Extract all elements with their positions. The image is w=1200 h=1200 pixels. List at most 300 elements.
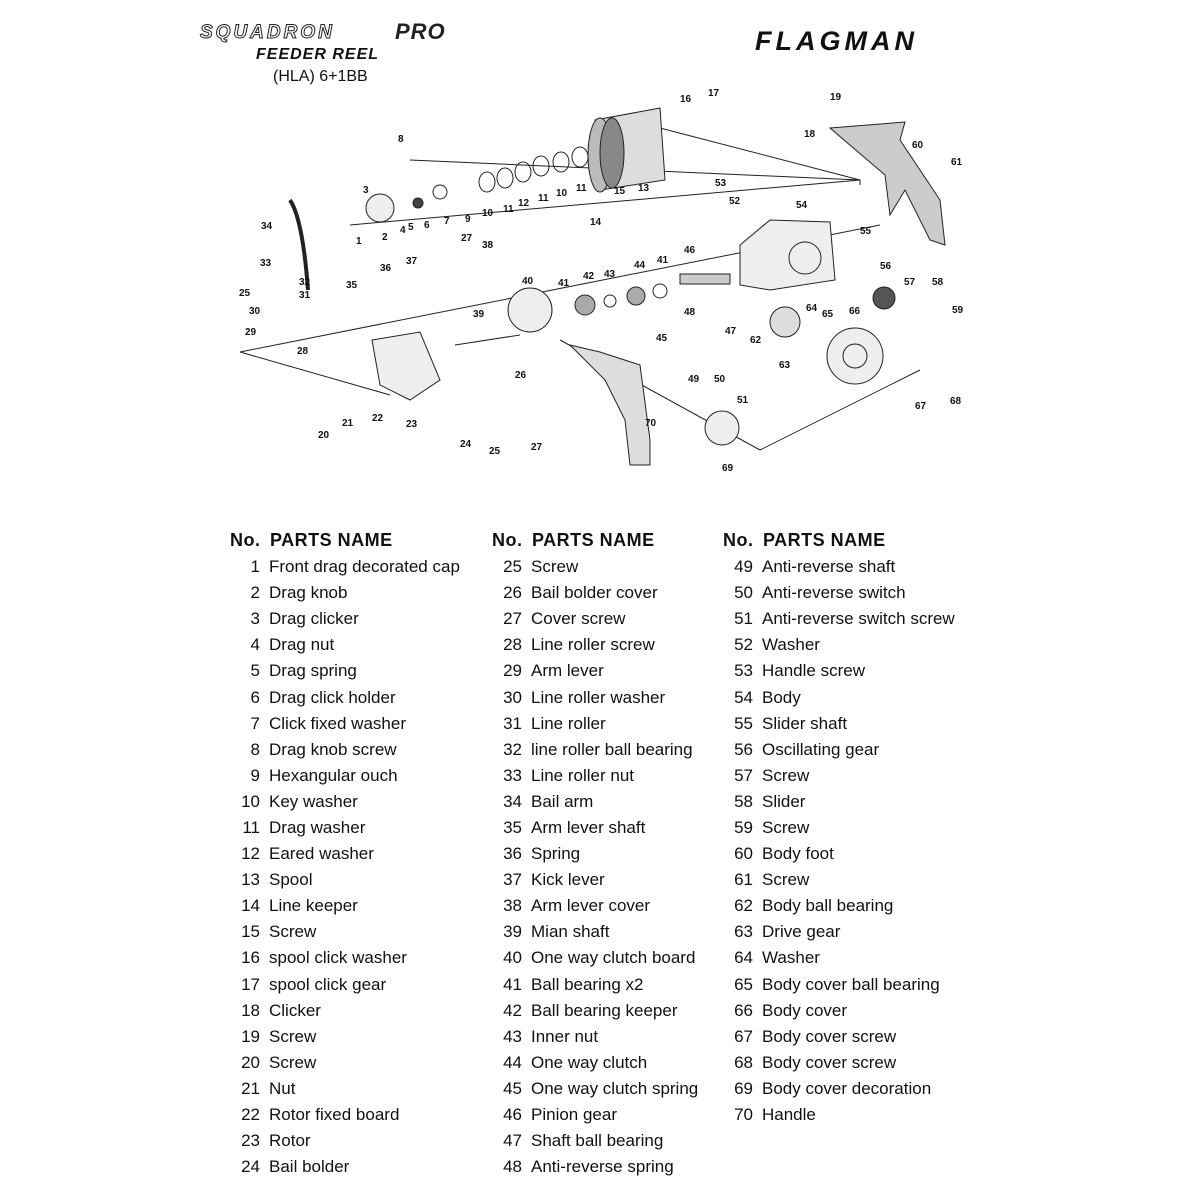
part-name: Body foot bbox=[762, 844, 834, 864]
part-number: 31 bbox=[503, 713, 522, 733]
part-name: Spring bbox=[531, 844, 581, 864]
parts-row bbox=[492, 632, 698, 658]
part-name: One way clutch bbox=[531, 1052, 648, 1072]
part-number: 35 bbox=[503, 817, 522, 837]
part-name: spool click gear bbox=[269, 974, 387, 994]
parts-row bbox=[723, 972, 955, 998]
part-number: 42 bbox=[503, 1000, 522, 1020]
parts-row bbox=[723, 893, 955, 919]
part-name: Arm lever cover bbox=[531, 896, 651, 916]
parts-row bbox=[492, 711, 698, 737]
parts-row bbox=[230, 893, 460, 919]
callout: 2 bbox=[382, 232, 388, 243]
callout: 35 bbox=[346, 280, 358, 291]
part-number: 28 bbox=[503, 635, 522, 655]
parts-row bbox=[230, 1076, 460, 1102]
part-name: Screw bbox=[269, 1026, 317, 1046]
part-name: Drag clicker bbox=[269, 609, 359, 629]
parts-row bbox=[492, 998, 698, 1024]
parts-row bbox=[492, 554, 698, 580]
callout: 20 bbox=[318, 430, 330, 441]
part-number: 69 bbox=[734, 1078, 753, 1098]
part-name: Line roller washer bbox=[531, 687, 666, 707]
part-number: 1 bbox=[250, 557, 260, 577]
parts-row bbox=[492, 658, 698, 684]
part-name: Anti-reverse shaft bbox=[762, 557, 896, 577]
part-name: Slider bbox=[762, 791, 806, 811]
part-name: Bail arm bbox=[531, 791, 594, 811]
part-number: 15 bbox=[241, 922, 260, 942]
part-name: One way clutch board bbox=[531, 948, 696, 968]
header-no: No. bbox=[230, 530, 261, 550]
callout: 41 bbox=[558, 278, 570, 289]
parts-column-3 bbox=[723, 530, 955, 1128]
part-name: Body cover bbox=[762, 1000, 848, 1020]
part-number: 46 bbox=[503, 1105, 522, 1125]
part-number: 29 bbox=[503, 661, 522, 681]
callout: 11 bbox=[503, 204, 514, 215]
part-name: Body cover ball bearing bbox=[762, 974, 940, 994]
callout: 9 bbox=[465, 214, 471, 225]
parts-row bbox=[492, 1154, 698, 1180]
series-suffix-logo: PRO bbox=[395, 19, 446, 44]
parts-header bbox=[723, 530, 955, 554]
part-number: 7 bbox=[250, 713, 260, 733]
part-name: Washer bbox=[762, 948, 820, 968]
part-number: 16 bbox=[241, 948, 260, 968]
parts-row bbox=[492, 893, 698, 919]
part-number: 2 bbox=[250, 583, 260, 603]
part-number: 37 bbox=[503, 870, 522, 890]
callout: 10 bbox=[482, 208, 494, 219]
part-name: Bail bolder cover bbox=[531, 583, 658, 603]
product-type: FEEDER REEL bbox=[256, 46, 380, 63]
parts-row bbox=[723, 1050, 955, 1076]
parts-row bbox=[492, 763, 698, 789]
parts-row bbox=[492, 1102, 698, 1128]
parts-row bbox=[230, 1102, 460, 1128]
parts-row bbox=[723, 763, 955, 789]
callout: 50 bbox=[714, 374, 726, 385]
part-number: 55 bbox=[734, 713, 753, 733]
part-number: 58 bbox=[734, 791, 753, 811]
callout: 37 bbox=[406, 256, 418, 267]
callout: 48 bbox=[684, 307, 696, 318]
part-name: Ball bearing x2 bbox=[531, 974, 644, 994]
part-name: Front drag decorated cap bbox=[269, 557, 460, 577]
part-name: Bail bolder bbox=[269, 1157, 350, 1177]
parts-row bbox=[723, 1024, 955, 1050]
part-number: 51 bbox=[734, 609, 753, 629]
part-name: Handle screw bbox=[762, 661, 865, 681]
part-number: 27 bbox=[503, 609, 522, 629]
header-no: No. bbox=[723, 530, 754, 550]
parts-row bbox=[723, 789, 955, 815]
part-name: Slider shaft bbox=[762, 713, 848, 733]
parts-row bbox=[723, 998, 955, 1024]
parts-row bbox=[492, 737, 698, 763]
part-name: Handle bbox=[762, 1105, 816, 1125]
callout: 23 bbox=[406, 419, 418, 430]
callout: 27 bbox=[461, 233, 473, 244]
part-name: Click fixed washer bbox=[269, 713, 406, 733]
callout: 31 bbox=[299, 290, 311, 301]
callout: 28 bbox=[297, 346, 309, 357]
parts-row bbox=[230, 658, 460, 684]
part-name: Rotor fixed board bbox=[269, 1105, 400, 1125]
part-name: Screw bbox=[762, 817, 810, 837]
callout: 51 bbox=[737, 395, 749, 406]
parts-row bbox=[230, 1154, 460, 1180]
part-number: 60 bbox=[734, 844, 753, 864]
part-name: Screw bbox=[269, 922, 317, 942]
callout: 41 bbox=[657, 255, 669, 266]
parts-column-2 bbox=[492, 530, 698, 1180]
callout: 55 bbox=[860, 226, 872, 237]
parts-row bbox=[492, 841, 698, 867]
part-name: Anti-reverse switch bbox=[762, 583, 906, 603]
part-name: Pinion gear bbox=[531, 1105, 618, 1125]
part-number: 59 bbox=[734, 817, 753, 837]
part-name: Nut bbox=[269, 1078, 296, 1098]
part-number: 44 bbox=[503, 1052, 522, 1072]
part-number: 61 bbox=[734, 870, 753, 890]
parts-row bbox=[723, 658, 955, 684]
part-number: 39 bbox=[503, 922, 522, 942]
part-number: 21 bbox=[241, 1078, 260, 1098]
part-number: 10 bbox=[241, 791, 260, 811]
parts-row bbox=[230, 711, 460, 737]
parts-row bbox=[230, 919, 460, 945]
part-number: 17 bbox=[241, 974, 260, 994]
part-number: 4 bbox=[250, 635, 260, 655]
part-name: Line keeper bbox=[269, 896, 358, 916]
parts-row bbox=[230, 972, 460, 998]
parts-row bbox=[723, 1076, 955, 1102]
model-spec: (HLA) 6+1BB bbox=[273, 68, 368, 85]
part-name: Anti-reverse spring bbox=[531, 1157, 674, 1177]
part-number: 11 bbox=[242, 817, 260, 837]
header-no: No. bbox=[492, 530, 523, 550]
parts-row bbox=[492, 789, 698, 815]
part-number: 12 bbox=[241, 844, 260, 864]
parts-row bbox=[492, 1076, 698, 1102]
part-number: 26 bbox=[503, 583, 522, 603]
callout: 44 bbox=[634, 260, 646, 271]
callout: 65 bbox=[822, 309, 834, 320]
parts-row bbox=[230, 998, 460, 1024]
part-number: 30 bbox=[503, 687, 522, 707]
callout: 67 bbox=[915, 401, 927, 412]
parts-row bbox=[492, 580, 698, 606]
callout: 7 bbox=[444, 216, 450, 227]
header-name: PARTS NAME bbox=[270, 530, 393, 550]
parts-row bbox=[230, 945, 460, 971]
part-name: Oscillating gear bbox=[762, 739, 880, 759]
callout: 49 bbox=[688, 374, 700, 385]
callout: 5 bbox=[408, 222, 414, 233]
part-number: 52 bbox=[734, 635, 753, 655]
parts-row bbox=[492, 815, 698, 841]
callout: 47 bbox=[725, 326, 737, 337]
part-name: Arm lever bbox=[531, 661, 604, 681]
part-number: 8 bbox=[250, 739, 260, 759]
parts-row bbox=[492, 919, 698, 945]
part-name: spool click washer bbox=[269, 948, 407, 968]
callout: 56 bbox=[880, 261, 892, 272]
part-number: 32 bbox=[503, 739, 522, 759]
parts-row bbox=[723, 919, 955, 945]
parts-row bbox=[723, 1102, 955, 1128]
part-number: 65 bbox=[734, 974, 753, 994]
callout: 34 bbox=[261, 221, 273, 232]
callout: 62 bbox=[750, 335, 762, 346]
part-number: 25 bbox=[503, 557, 522, 577]
part-number: 23 bbox=[241, 1131, 260, 1151]
part-number: 66 bbox=[734, 1000, 753, 1020]
part-name: Screw bbox=[531, 557, 579, 577]
parts-row bbox=[723, 867, 955, 893]
parts-row bbox=[723, 711, 955, 737]
callout: 36 bbox=[380, 263, 392, 274]
callout: 10 bbox=[556, 188, 568, 199]
callout: 26 bbox=[515, 370, 527, 381]
callout: 61 bbox=[951, 157, 963, 168]
part-name: Body ball bearing bbox=[762, 896, 894, 916]
callout: 27 bbox=[531, 442, 543, 453]
parts-row bbox=[723, 684, 955, 710]
part-name: Eared washer bbox=[269, 844, 374, 864]
part-name: Clicker bbox=[269, 1000, 321, 1020]
parts-row bbox=[723, 606, 955, 632]
parts-row bbox=[230, 763, 460, 789]
parts-header bbox=[492, 530, 698, 554]
parts-row bbox=[723, 945, 955, 971]
part-name: Rotor bbox=[269, 1131, 311, 1151]
part-number: 43 bbox=[503, 1026, 522, 1046]
part-number: 50 bbox=[734, 583, 753, 603]
part-name: Screw bbox=[762, 870, 810, 890]
part-number: 53 bbox=[734, 661, 753, 681]
callout: 66 bbox=[849, 306, 861, 317]
part-name: Kick lever bbox=[531, 870, 605, 890]
part-name: Body cover decoration bbox=[762, 1078, 932, 1098]
part-name: Line roller nut bbox=[531, 765, 635, 785]
part-name: Drag nut bbox=[269, 635, 335, 655]
part-number: 56 bbox=[734, 739, 753, 759]
part-number: 33 bbox=[503, 765, 522, 785]
callout: 33 bbox=[260, 258, 272, 269]
callout: 39 bbox=[473, 309, 485, 320]
part-number: 45 bbox=[503, 1078, 522, 1098]
parts-row bbox=[723, 580, 955, 606]
callout: 46 bbox=[684, 245, 696, 256]
part-number: 48 bbox=[503, 1157, 522, 1177]
callout: 15 bbox=[614, 186, 626, 197]
part-name: Shaft ball bearing bbox=[531, 1131, 664, 1151]
series-logo: SQUADRON bbox=[200, 22, 335, 43]
part-number: 6 bbox=[250, 687, 260, 707]
parts-row bbox=[492, 1050, 698, 1076]
part-number: 68 bbox=[734, 1052, 753, 1072]
callout: 60 bbox=[912, 140, 924, 151]
part-name: Inner nut bbox=[531, 1026, 599, 1046]
parts-row bbox=[230, 606, 460, 632]
parts-row bbox=[492, 945, 698, 971]
parts-column-1 bbox=[230, 530, 460, 1180]
parts-row bbox=[723, 841, 955, 867]
brand-logo: FLAGMAN bbox=[755, 26, 918, 56]
part-name: Cover screw bbox=[531, 609, 626, 629]
parts-row bbox=[230, 815, 460, 841]
part-number: 13 bbox=[241, 870, 260, 890]
callout: 45 bbox=[656, 333, 668, 344]
callout: 69 bbox=[722, 463, 734, 474]
callout: 16 bbox=[680, 94, 692, 105]
callout: 70 bbox=[645, 418, 657, 429]
parts-row bbox=[230, 684, 460, 710]
part-name: Spool bbox=[269, 870, 313, 890]
header-name: PARTS NAME bbox=[763, 530, 886, 550]
part-number: 47 bbox=[503, 1131, 522, 1151]
part-number: 24 bbox=[241, 1157, 260, 1177]
part-name: Key washer bbox=[269, 791, 358, 811]
parts-row bbox=[230, 554, 460, 580]
callout: 43 bbox=[604, 269, 616, 280]
callout: 8 bbox=[398, 134, 404, 145]
part-number: 18 bbox=[241, 1000, 260, 1020]
callout: 3 bbox=[363, 185, 369, 196]
part-number: 70 bbox=[734, 1105, 753, 1125]
parts-row bbox=[723, 632, 955, 658]
part-name: Body bbox=[762, 687, 801, 707]
parts-row bbox=[230, 841, 460, 867]
callout: 17 bbox=[708, 88, 720, 99]
part-name: Drag spring bbox=[269, 661, 357, 681]
parts-row bbox=[230, 1024, 460, 1050]
part-number: 34 bbox=[503, 791, 522, 811]
parts-row bbox=[723, 815, 955, 841]
callout: 40 bbox=[522, 276, 534, 287]
callout: 12 bbox=[518, 198, 530, 209]
part-name: Ball bearing keeper bbox=[531, 1000, 678, 1020]
callout: 64 bbox=[806, 303, 818, 314]
callout: 22 bbox=[372, 413, 384, 424]
part-number: 14 bbox=[241, 896, 260, 916]
part-number: 20 bbox=[241, 1052, 260, 1072]
callout: 11 bbox=[576, 183, 587, 194]
part-name: Hexangular ouch bbox=[269, 765, 398, 785]
part-number: 54 bbox=[734, 687, 753, 707]
callout: 52 bbox=[729, 196, 741, 207]
parts-row bbox=[492, 1024, 698, 1050]
part-name: Mian shaft bbox=[531, 922, 610, 942]
callout: 30 bbox=[249, 306, 261, 317]
callout: 4 bbox=[400, 225, 406, 236]
parts-row bbox=[492, 1128, 698, 1154]
part-name: Line roller bbox=[531, 713, 606, 733]
part-name: Body cover screw bbox=[762, 1052, 897, 1072]
part-name: Screw bbox=[269, 1052, 317, 1072]
part-number: 67 bbox=[734, 1026, 753, 1046]
callout: 68 bbox=[950, 396, 962, 407]
parts-row bbox=[723, 737, 955, 763]
part-name: Drag click holder bbox=[269, 687, 396, 707]
parts-row bbox=[492, 867, 698, 893]
part-number: 64 bbox=[734, 948, 753, 968]
callout: 54 bbox=[796, 200, 808, 211]
part-name: Arm lever shaft bbox=[531, 817, 646, 837]
callout: 63 bbox=[779, 360, 791, 371]
part-number: 9 bbox=[250, 765, 260, 785]
part-number: 62 bbox=[734, 896, 753, 916]
part-name: Line roller screw bbox=[531, 635, 655, 655]
part-number: 63 bbox=[734, 922, 753, 942]
part-name: Drag knob screw bbox=[269, 739, 397, 759]
parts-row bbox=[230, 1050, 460, 1076]
part-name: Anti-reverse switch screw bbox=[762, 609, 955, 629]
part-number: 22 bbox=[241, 1105, 260, 1125]
part-number: 36 bbox=[503, 844, 522, 864]
callout: 53 bbox=[715, 178, 727, 189]
callout: 19 bbox=[830, 92, 842, 103]
callout: 6 bbox=[424, 220, 430, 231]
part-name: One way clutch spring bbox=[531, 1078, 699, 1098]
callout: 42 bbox=[583, 271, 595, 282]
callout: 21 bbox=[342, 418, 354, 429]
part-number: 41 bbox=[503, 974, 522, 994]
parts-row bbox=[230, 632, 460, 658]
parts-row bbox=[492, 972, 698, 998]
part-number: 49 bbox=[734, 557, 753, 577]
part-name: line roller ball bearing bbox=[531, 739, 693, 759]
parts-row bbox=[230, 867, 460, 893]
parts-header bbox=[230, 530, 460, 554]
callout: 13 bbox=[638, 183, 650, 194]
callout: 11 bbox=[538, 193, 549, 204]
parts-row bbox=[230, 580, 460, 606]
part-name: Drive gear bbox=[762, 922, 841, 942]
parts-row bbox=[723, 554, 955, 580]
part-number: 19 bbox=[241, 1026, 260, 1046]
callout: 58 bbox=[932, 277, 944, 288]
parts-row bbox=[492, 606, 698, 632]
callout: 18 bbox=[804, 129, 816, 140]
callout: 24 bbox=[460, 439, 472, 450]
parts-row bbox=[492, 684, 698, 710]
callout: 25 bbox=[239, 288, 251, 299]
callout: 14 bbox=[590, 217, 602, 228]
part-name: Drag washer bbox=[269, 817, 366, 837]
callout: 59 bbox=[952, 305, 964, 316]
callout: 57 bbox=[904, 277, 916, 288]
part-name: Screw bbox=[762, 765, 810, 785]
part-name: Washer bbox=[762, 635, 820, 655]
part-number: 40 bbox=[503, 948, 522, 968]
parts-row bbox=[230, 789, 460, 815]
parts-row bbox=[230, 1128, 460, 1154]
part-name: Body cover screw bbox=[762, 1026, 897, 1046]
part-number: 3 bbox=[250, 609, 260, 629]
callout: 29 bbox=[245, 327, 257, 338]
parts-row bbox=[230, 737, 460, 763]
header-name: PARTS NAME bbox=[532, 530, 655, 550]
part-number: 5 bbox=[250, 661, 260, 681]
exploded-diagram bbox=[0, 80, 1200, 500]
part-number: 57 bbox=[734, 765, 753, 785]
callout: 1 bbox=[356, 236, 362, 247]
callout: 38 bbox=[482, 240, 494, 251]
